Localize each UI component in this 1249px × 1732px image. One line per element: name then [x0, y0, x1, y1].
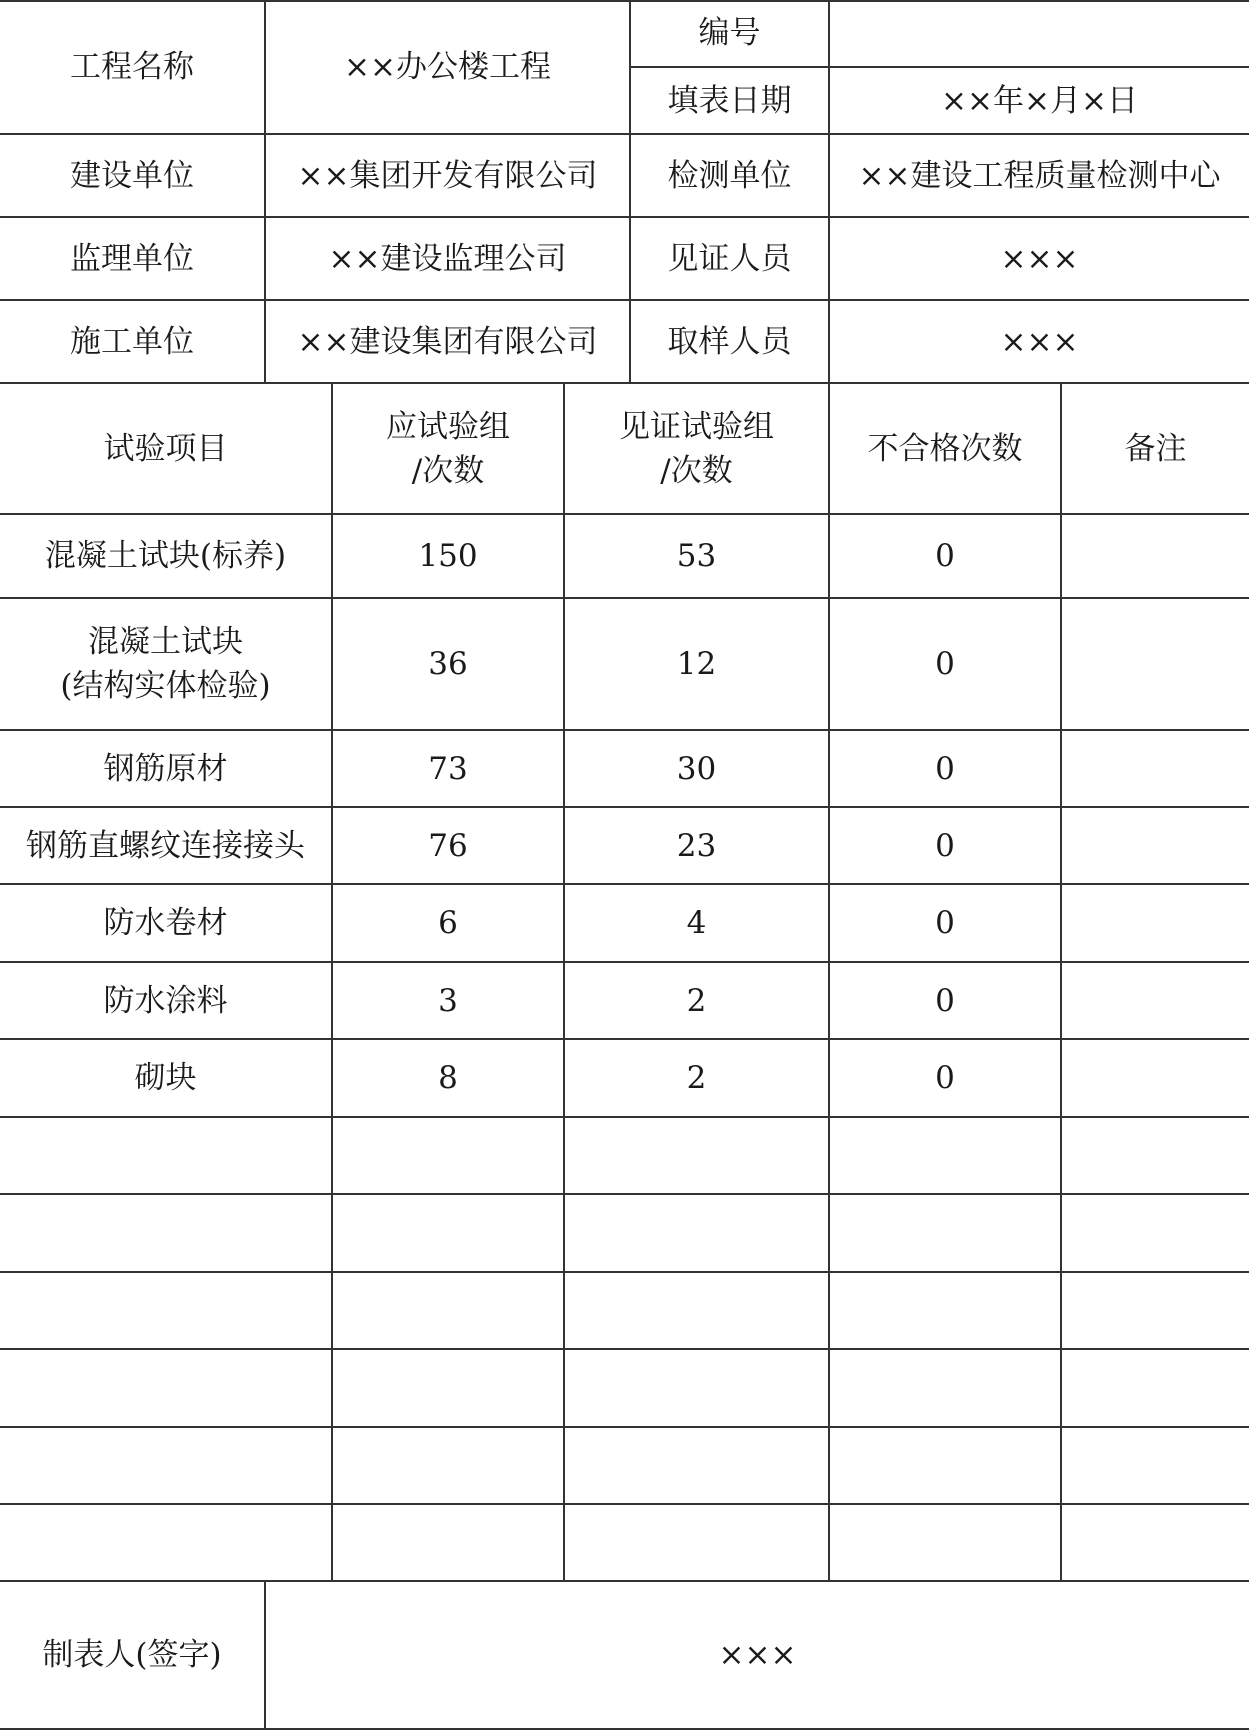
- row-6-remarks: [1062, 963, 1249, 1038]
- fill-date-label: 填表日期: [667, 82, 792, 119]
- header-test-item: 试验项目: [103, 430, 228, 467]
- row-1-remarks: [1062, 515, 1249, 597]
- row-1-witnessed: 53: [676, 538, 717, 574]
- row-2-remarks: [1062, 599, 1249, 729]
- preparer-signature-label: 制表人(签字): [42, 1637, 222, 1673]
- serial-number-value: [830, 0, 1249, 66]
- row-7-witnessed: 2: [686, 1060, 707, 1096]
- row-4-witnessed: 23: [676, 827, 717, 864]
- owner-value: ××集团开发有限公司: [297, 157, 598, 194]
- row-4-failed: 0: [935, 827, 955, 864]
- row-5-item: 防水卷材: [103, 905, 228, 941]
- row-3-witnessed: 30: [676, 750, 717, 787]
- row-7-remarks: [1062, 1040, 1249, 1116]
- row-3-required: 73: [428, 750, 468, 787]
- row-6-item: 防水涂料: [103, 982, 228, 1019]
- header-remarks: 备注: [1124, 430, 1187, 467]
- header-required-line1: 应试验组: [386, 408, 510, 445]
- header-failed-count: 不合格次数: [867, 430, 1023, 467]
- header-required-groups: [333, 384, 563, 513]
- row-1-failed: 0: [935, 538, 955, 574]
- row-2-item-line2: (结构实体检验): [60, 668, 271, 704]
- row-3-failed: 0: [935, 750, 955, 787]
- sampler-value: ×××: [1000, 323, 1079, 360]
- row-3-item: 钢筋原材: [103, 750, 228, 787]
- owner-label: 建设单位: [70, 157, 194, 194]
- row-2-item: [0, 599, 331, 729]
- row-4-item: 钢筋直螺纹连接接头: [26, 827, 305, 864]
- row-7-required: 8: [438, 1060, 458, 1096]
- row-2-item-line1: 混凝土试块: [88, 624, 243, 660]
- row-5-remarks: [1062, 885, 1249, 961]
- witness-value: ×××: [1000, 240, 1079, 277]
- row-1-required: 150: [418, 538, 478, 574]
- fill-date-value: ××年×月×日: [941, 82, 1138, 119]
- row-5-required: 6: [438, 905, 458, 941]
- testing-unit-value: ××建设工程质量检测中心: [858, 157, 1221, 194]
- preparer-signature-value: ×××: [718, 1637, 797, 1673]
- header-witnessed-line2: /次数: [660, 452, 733, 489]
- row-1-item: 混凝土试块(标养): [44, 538, 287, 574]
- row-6-witnessed: 2: [686, 982, 707, 1019]
- contractor-label: 施工单位: [70, 323, 194, 360]
- testing-unit-label: 检测单位: [667, 157, 792, 194]
- header-witnessed-line1: 见证试验组: [619, 408, 774, 445]
- row-7-failed: 0: [935, 1060, 955, 1096]
- border-bottom: [0, 1728, 1249, 1730]
- row-5-witnessed: 4: [686, 905, 707, 941]
- row-3-remarks: [1062, 731, 1249, 806]
- row-6-required: 3: [438, 982, 458, 1019]
- row-2-required: 36: [428, 646, 468, 682]
- header-witnessed-groups: [565, 384, 828, 513]
- row-7-item: 砌块: [134, 1060, 197, 1096]
- row-4-required: 76: [428, 827, 468, 864]
- witness-label: 见证人员: [667, 240, 792, 277]
- row-5-failed: 0: [935, 905, 955, 941]
- serial-number-label: 编号: [698, 15, 761, 51]
- row-4-remarks: [1062, 808, 1249, 883]
- row-2-failed: 0: [935, 646, 955, 682]
- row-6-failed: 0: [935, 982, 955, 1019]
- project-name-label: 工程名称: [70, 48, 194, 85]
- contractor-value: ××建设集团有限公司: [297, 323, 598, 360]
- project-name-value: ××办公楼工程: [344, 48, 551, 85]
- header-required-line2: /次数: [411, 452, 485, 489]
- row-2-witnessed: 12: [676, 646, 717, 682]
- supervisor-value: ××建设监理公司: [328, 240, 567, 277]
- supervisor-label: 监理单位: [70, 240, 194, 277]
- sampler-label: 取样人员: [667, 323, 792, 360]
